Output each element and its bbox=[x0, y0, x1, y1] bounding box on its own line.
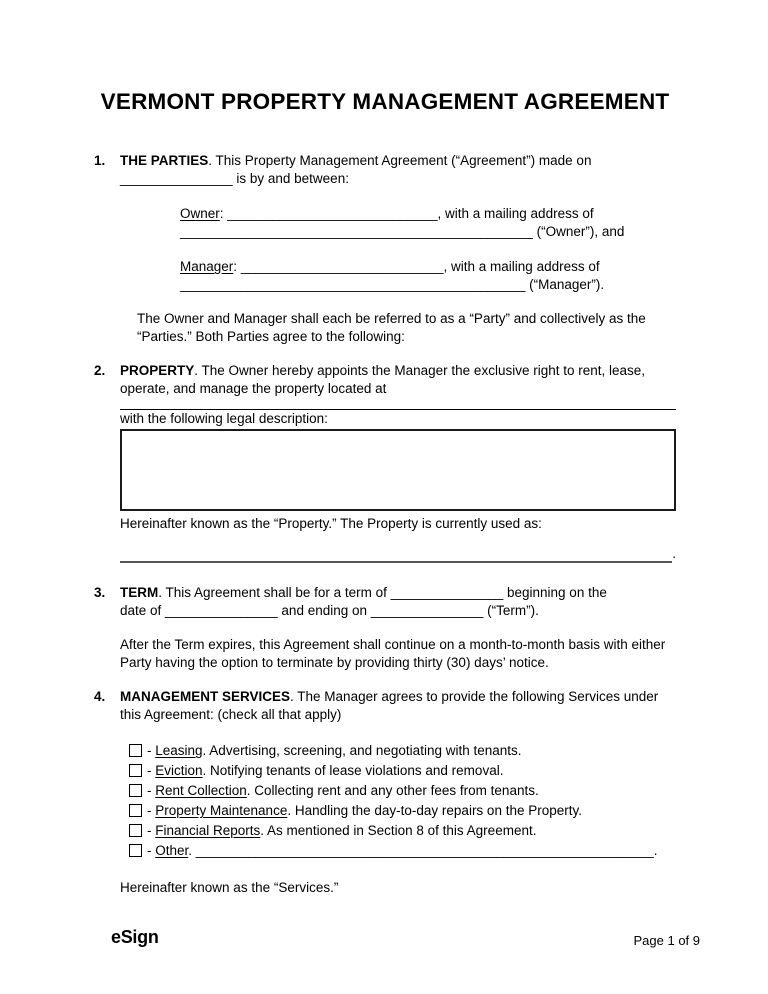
term-after-blank: beginning on the bbox=[503, 585, 607, 600]
other-label: Other bbox=[155, 843, 189, 858]
owner-colon: : bbox=[219, 206, 228, 221]
owner-name-blank[interactable]: ____________________________ bbox=[227, 206, 438, 221]
property-maintenance-checkbox[interactable] bbox=[129, 804, 142, 817]
section-term-number: 3. bbox=[94, 585, 106, 600]
rent-collection-label: Rent Collection bbox=[155, 783, 247, 798]
section-services-heading: MANAGEMENT SERVICES bbox=[120, 689, 291, 704]
property-use-row bbox=[120, 545, 676, 563]
section-term bbox=[94, 584, 676, 672]
term-line2-start: date of bbox=[120, 603, 166, 618]
esign-logo: eSign bbox=[111, 927, 159, 947]
section-term-heading: TERM bbox=[120, 585, 159, 600]
leasing-label: Leasing bbox=[155, 743, 203, 758]
other-trailing-period: . bbox=[653, 843, 658, 858]
service-item-property-maintenance bbox=[129, 801, 676, 821]
parties-intro-continued: is by and between: bbox=[232, 171, 349, 186]
owner-after-address: (“Owner”), and bbox=[532, 224, 625, 239]
property-body bbox=[120, 362, 676, 398]
financial-reports-description: . As mentioned in Section 8 of this Agreement. bbox=[260, 823, 537, 838]
property-hereinafter-text: Hereinafter known as the “Property.” The Property is currently used as: bbox=[120, 516, 542, 531]
section-parties-number: 1. bbox=[94, 153, 106, 168]
manager-name-blank[interactable]: ___________________________ bbox=[240, 259, 444, 274]
section-services bbox=[94, 688, 676, 897]
section-parties-heading: THE PARTIES bbox=[120, 153, 209, 168]
rent-collection-checkbox[interactable] bbox=[129, 784, 142, 797]
services-hereinafter-text: Hereinafter known as the “Services.” bbox=[120, 880, 339, 895]
other-checkbox[interactable] bbox=[129, 844, 142, 857]
term-line2 bbox=[120, 602, 676, 620]
property-use-blank[interactable] bbox=[120, 549, 672, 563]
service-item-eviction bbox=[129, 761, 676, 781]
manager-after-name: , with a mailing address of bbox=[443, 259, 600, 274]
financial-reports-label: Financial Reports bbox=[155, 823, 261, 838]
property-maintenance-label: Property Maintenance bbox=[155, 803, 288, 818]
item-separator: - bbox=[147, 743, 156, 758]
term-line2-end: (“Term”). bbox=[483, 603, 539, 618]
services-body-text: . The Manager agrees to provide the following Services under this Agreement: (check all that apply) bbox=[120, 689, 659, 722]
page-footer bbox=[0, 927, 768, 951]
term-line1 bbox=[120, 584, 676, 602]
manager-label: Manager bbox=[180, 259, 234, 274]
eviction-description: . Notifying tenants of lease violations and removal. bbox=[202, 763, 504, 778]
leasing-description: . Advertising, screening, and negotiating with tenants. bbox=[202, 743, 522, 758]
services-checklist bbox=[129, 741, 676, 861]
service-item-leasing bbox=[129, 741, 676, 761]
property-maintenance-description: . Handling the day-to-day repairs on the Property. bbox=[287, 803, 582, 818]
agreement-date-blank[interactable]: _______________ bbox=[120, 171, 233, 186]
page-title: VERMONT PROPERTY MANAGEMENT AGREEMENT bbox=[100, 89, 670, 114]
manager-colon: : bbox=[233, 259, 241, 274]
section-property bbox=[94, 362, 676, 563]
page-indicator: Page 1 of 9 bbox=[633, 933, 700, 948]
parties-intro-line2 bbox=[120, 170, 676, 188]
term-body-text: . This Agreement shall be for a term of bbox=[158, 585, 391, 600]
item-separator: - bbox=[147, 843, 156, 858]
section-property-heading: PROPERTY bbox=[120, 363, 195, 378]
manager-address-blank[interactable]: ______________________________________________ bbox=[180, 277, 526, 292]
item-separator: - bbox=[147, 823, 156, 838]
item-separator: - bbox=[147, 803, 156, 818]
property-use-period: . bbox=[672, 546, 676, 561]
parties-intro-text: . This Property Management Agreement (“Agreement”) made on bbox=[208, 153, 592, 168]
service-item-rent-collection bbox=[129, 781, 676, 801]
owner-address-blank[interactable]: _______________________________________________ bbox=[180, 224, 533, 239]
parties-closing-paragraph: The Owner and Manager shall each be referred to as a “Party” and collectively as the “Parties.” Both Parties agree to the following: bbox=[137, 311, 646, 344]
term-renewal-paragraph: After the Term expires, this Agreement shall continue on a month-to-month basis with either Party having the option to terminate by providing thirty (30) days’ notice. bbox=[120, 637, 666, 670]
leasing-checkbox[interactable] bbox=[129, 744, 142, 757]
start-date-blank[interactable]: _______________ bbox=[165, 603, 278, 618]
term-length-blank[interactable]: _______________ bbox=[390, 585, 504, 600]
section-parties bbox=[94, 152, 676, 346]
item-separator: - bbox=[147, 763, 156, 778]
property-body-text: . The Owner hereby appoints the Manager the exclusive right to rent, lease, operate, and manage the property located at bbox=[120, 363, 646, 396]
other-description: . bbox=[188, 843, 196, 858]
financial-reports-checkbox[interactable] bbox=[129, 824, 142, 837]
service-item-financial-reports bbox=[129, 821, 676, 841]
services-body bbox=[120, 688, 676, 724]
legal-description-label: with the following legal description: bbox=[120, 411, 328, 426]
owner-clause bbox=[180, 205, 676, 241]
section-property-number: 2. bbox=[94, 363, 106, 378]
manager-after-address: (“Manager”). bbox=[525, 277, 605, 292]
section-services-number: 4. bbox=[94, 689, 106, 704]
service-item-other bbox=[129, 841, 676, 861]
parties-intro-line1 bbox=[120, 152, 676, 170]
rent-collection-description: . Collecting rent and any other fees from tenants. bbox=[246, 783, 539, 798]
manager-clause bbox=[180, 258, 676, 294]
item-separator: - bbox=[147, 783, 156, 798]
eviction-label: Eviction bbox=[155, 763, 203, 778]
legal-description-box[interactable] bbox=[120, 429, 676, 511]
end-date-blank[interactable]: _______________ bbox=[370, 603, 484, 618]
other-service-blank[interactable]: _____________________________________________________________ bbox=[195, 843, 654, 858]
eviction-checkbox[interactable] bbox=[129, 764, 142, 777]
owner-after-name: , with a mailing address of bbox=[437, 206, 594, 221]
term-line2-middle: and ending on bbox=[277, 603, 371, 618]
owner-label: Owner bbox=[180, 206, 220, 221]
